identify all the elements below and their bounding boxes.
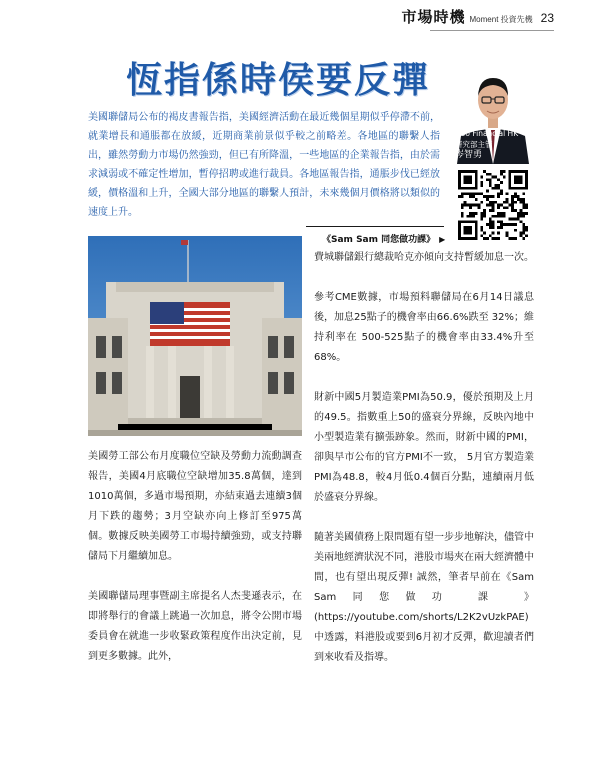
page-header (402, 6, 555, 26)
paragraph: 隨著美國債務上限問題有望一步步地解決，儘管中美兩地經濟狀況不同，港股市場夾在兩大經濟體中間，也有望出現反彈! 誠然，筆者早前在《Sam Sam同您做功 課 》(https://youtube.com/shorts/L2K2vUzkPAE)中透露，料港股或要到6月初才反彈，歡迎讀者們到來收看及指導。 (314, 532, 534, 663)
paragraph: 費城聯儲銀行總裁哈克亦傾向支持暫緩加息一次。 (314, 252, 534, 263)
author-company: Doo Financial HK (455, 129, 519, 138)
column-tag (322, 232, 445, 245)
author-name: 岑智勇 (455, 150, 483, 160)
magazine-name: Moment 投資先機 (469, 15, 533, 24)
column-divider (306, 226, 444, 227)
article-title: 恆指係時侯要反彈 (126, 60, 431, 101)
section-name: 市場時機 (401, 8, 466, 26)
federal-reserve-photo (88, 236, 302, 436)
paragraph: 美國勞工部公布月度職位空缺及勞動力流動調查報告，美國4月底職位空缺增加35.8萬個，達到1010萬個，多過市場預期，亦結束過去連續3個月下跌的趨勢；3月空缺亦向上修訂至975萬個。數據反映美國勞工市場持續強勁，或支持聯儲局下月繼續加息。 (88, 451, 302, 562)
author-role: 研究部主管 (455, 140, 493, 149)
article-intro: 美國聯儲局公布的褐皮書報告指，美國經濟活動在最近幾個星期似乎停滯不前，就業增長和通脹都在放緩，近期商業前景似乎較之前略差。各地區的聯繫人指出，雖然勞動力市場仍然強勁，但已有所降溫，一些地區的企業報告指，由於需求減弱或不確定性增加，暫停招聘或進行裁員。各地區報告指，通脹步伐已經放緩，價格溫和上升，全國大部分地區的聯繫人預計，未來幾個月價格將以類似的速度上升。 (88, 112, 440, 218)
left-column (88, 447, 302, 687)
qr-code-icon[interactable] (458, 170, 528, 240)
page-number: 23 (540, 11, 554, 25)
paragraph: 財新中國5月製造業PMI為50.9，優於預期及上月的49.5。指數重上50的盛衰分界線，反映內地中小型製造業有擴張跡象。然而，財新中國的PMI，卻與早市公布的官方PMI不一致， 5月官方製造業PMI為48.8，較4月低0.4個百分點，連續兩月低於盛衰分界線。 (314, 392, 534, 503)
column-tag-label: 《Sam Sam 同您做功課》 (322, 235, 436, 245)
paragraph: 美國聯儲局理事暨副主席提名人杰斐遜表示，在即將舉行的會議上跳過一次加息，將令公開市場委員會在就進一步收緊政策程度作出決定前，見到更多數據。此外， (88, 591, 302, 662)
paragraph: 參考CME數據，市場預料聯儲局在6月14日議息後，加息25點子的機會率由66.6%跌至 32%；維持利率在 500-525點子的機會率由33.4%升至 68%。 (314, 292, 534, 363)
author-caption (455, 128, 535, 161)
header-rule (430, 30, 554, 31)
right-column (314, 248, 534, 688)
play-arrow-icon: ▶ (439, 235, 446, 244)
